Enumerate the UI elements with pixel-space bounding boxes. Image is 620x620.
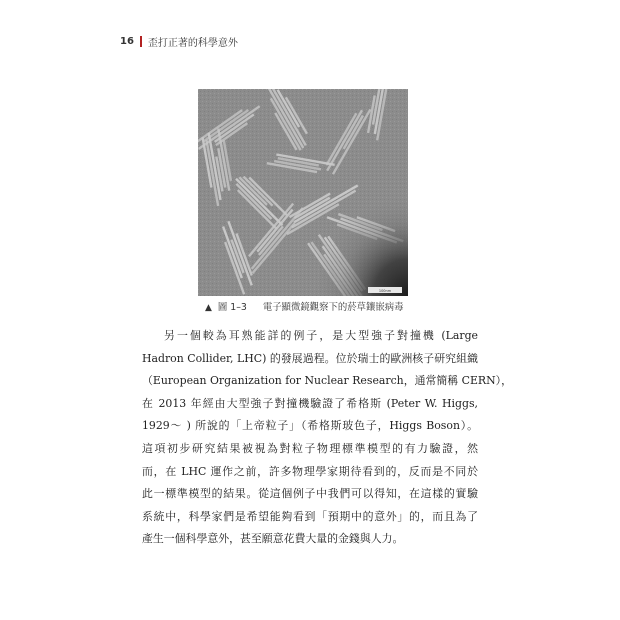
text-line: 而，在 LHC 運作之前，許多物理學家期待看到的，反而是不同於 [142,464,478,478]
body-paragraph [142,325,512,551]
caption-label: 圖 1–3 [217,302,247,313]
scale-label: 100nm [378,289,392,293]
text-line: Hadron Collider, LHC) 的發展過程。位於瑞士的歐洲核子研究組織 [142,351,478,365]
text-line: （European Organization for Nuclear Research，通常簡稱 CERN）， [142,374,512,388]
book-title: 歪打正著的科學意外 [147,38,238,49]
text-line: 另一個較為耳熟能詳的例子，是大型強子對撞機 (Large [164,329,478,342]
text-line: 產生一個科學意外，甚至願意花費大量的金錢與人力。 [142,532,404,546]
caption-text: 電子顯微鏡觀察下的菸草鑲嵌病毒 [262,302,404,313]
triangle-icon: ▲ [205,303,212,313]
text-line: 在 2013 年經由大型強子對撞機驗證了希格斯 (Peter W. Higgs, [142,396,478,410]
text-line: 系統中，科學家們是希望能夠看到「預期中的意外」的，而且為了 [142,509,478,523]
figure-caption [205,299,404,313]
text-line: 1929～ ) 所說的「上帝粒子」（希格斯玻色子，Higgs Boson）。 [142,419,478,433]
micrograph-figure [198,89,408,296]
header-divider [140,36,142,47]
running-header [120,34,238,49]
page-number: 16 [120,36,134,47]
text-line: 此一標準模型的結果。從這個例子中我們可以得知，在這樣的實驗 [142,487,478,501]
micrograph-image [198,89,408,296]
text-line: 這項初步研究結果被視為對粒子物理標準模型的有力驗證，然 [142,441,478,455]
